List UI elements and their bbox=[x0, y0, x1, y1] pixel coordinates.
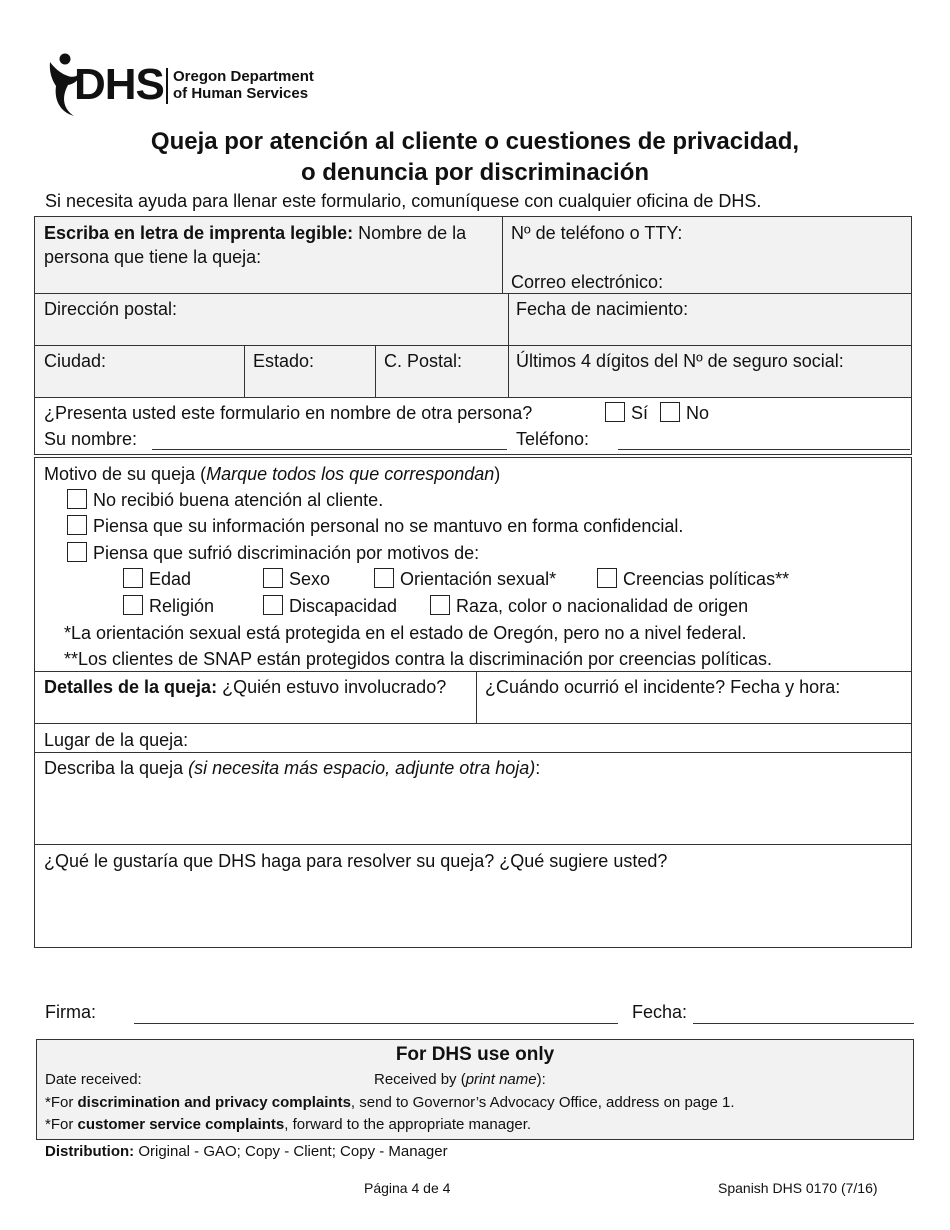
checkbox-icon bbox=[67, 515, 87, 535]
signature-date-label: Fecha: bbox=[632, 1002, 688, 1022]
reason-option-discrimination[interactable]: Piensa que sufrió discriminación por motivos de: bbox=[67, 542, 479, 564]
checkbox-icon bbox=[263, 595, 283, 615]
checkbox-icon bbox=[605, 402, 625, 422]
snap-note: **Los clientes de SNAP están protegidos contra la discriminación por creencias políticas. bbox=[64, 649, 773, 669]
ground-disability-checkbox[interactable]: Discapacidad bbox=[263, 595, 397, 617]
help-text: Si necesita ayuda para llenar este formulario, comuníquese con cualquier oficina de DHS. bbox=[45, 191, 762, 211]
ground-race-checkbox[interactable]: Raza, color o nacionalidad de origen bbox=[430, 595, 748, 617]
your-name-input[interactable] bbox=[152, 449, 507, 450]
dhs-logo bbox=[44, 52, 334, 118]
when-field[interactable]: ¿Cuándo ocurrió el incidente? Fecha y hora: bbox=[485, 677, 841, 697]
checkbox-icon bbox=[123, 568, 143, 588]
checkbox-icon bbox=[597, 568, 617, 588]
reason-title: Motivo de su queja (Marque todos los que correspondan) bbox=[44, 464, 501, 484]
name-field-label[interactable]: Escriba en letra de imprenta legible: Nombre de la bbox=[44, 223, 467, 243]
checkbox-icon bbox=[263, 568, 283, 588]
describe-field[interactable]: Describa la queja (si necesita más espacio, adjunte otra hoja): bbox=[44, 758, 541, 778]
reason-option-service[interactable]: No recibió buena atención al cliente. bbox=[67, 489, 383, 511]
who-involved-field[interactable]: Detalles de la queja: ¿Quién estuvo involucrado? bbox=[44, 677, 447, 697]
ground-religion-checkbox[interactable]: Religión bbox=[123, 595, 214, 617]
distribution-line: Distribution: Original - GAO; Copy - Client; Copy - Manager bbox=[45, 1143, 448, 1160]
behalf-phone-label: Teléfono: bbox=[516, 429, 590, 449]
place-field[interactable]: Lugar de la queja: bbox=[44, 730, 189, 750]
name-field-label-line2: persona que tiene la queja: bbox=[44, 247, 262, 267]
behalf-no-checkbox[interactable]: No bbox=[660, 402, 709, 424]
logo-divider bbox=[166, 68, 168, 104]
org-name-line1: Oregon Department bbox=[173, 68, 314, 85]
phone-field[interactable]: Nº de teléfono o TTY: bbox=[511, 223, 683, 243]
address-field[interactable]: Dirección postal: bbox=[44, 299, 178, 319]
resolve-field[interactable]: ¿Qué le gustaría que DHS haga para resolver su queja? ¿Qué sugiere usted? bbox=[44, 851, 668, 871]
orientation-note: *La orientación sexual está protegida en el estado de Oregón, pero no a nivel federal. bbox=[64, 623, 747, 643]
office-use-title: For DHS use only bbox=[395, 1044, 555, 1065]
details-section bbox=[34, 671, 912, 948]
signature-date-input[interactable] bbox=[693, 1023, 914, 1024]
signature-input[interactable] bbox=[134, 1023, 618, 1024]
ssn-field[interactable]: Últimos 4 dígitos del Nº de seguro social: bbox=[516, 351, 844, 371]
office-note-service: *For customer service complaints, forward to the appropriate manager. bbox=[45, 1116, 532, 1133]
received-by-label: Received by (print name): bbox=[374, 1071, 546, 1088]
checkbox-icon bbox=[67, 489, 87, 509]
date-received-label: Date received: bbox=[45, 1071, 142, 1088]
dob-field[interactable]: Fecha de nacimiento: bbox=[516, 299, 689, 319]
ground-political-checkbox[interactable]: Creencias políticas** bbox=[597, 568, 789, 590]
logo-text: DHS bbox=[74, 60, 164, 109]
checkbox-icon bbox=[660, 402, 680, 422]
form-id: Spanish DHS 0170 (7/16) bbox=[718, 1180, 878, 1196]
office-note-discrimination: *For discrimination and privacy complaints, send to Governor’s Advocacy Office, address on page 1. bbox=[45, 1094, 735, 1111]
title-line1: Queja por atención al cliente o cuestiones de privacidad, bbox=[150, 128, 800, 155]
state-field[interactable]: Estado: bbox=[253, 351, 315, 371]
ground-sex-checkbox[interactable]: Sexo bbox=[263, 568, 330, 590]
page-title bbox=[0, 126, 950, 188]
behalf-phone-input[interactable] bbox=[618, 449, 910, 450]
behalf-question: ¿Presenta usted este formulario en nombre de otra persona? bbox=[44, 403, 533, 423]
city-field[interactable]: Ciudad: bbox=[44, 351, 107, 371]
behalf-yes-checkbox[interactable]: Sí bbox=[605, 402, 648, 424]
checkbox-icon bbox=[123, 595, 143, 615]
your-name-label: Su nombre: bbox=[44, 429, 138, 449]
email-field[interactable]: Correo electrónico: bbox=[511, 272, 664, 292]
zip-field[interactable]: C. Postal: bbox=[384, 351, 463, 371]
title-line2: o denuncia por discriminación bbox=[300, 159, 650, 186]
signature-label: Firma: bbox=[45, 1002, 96, 1022]
checkbox-icon bbox=[374, 568, 394, 588]
checkbox-icon bbox=[67, 542, 87, 562]
ground-age-checkbox[interactable]: Edad bbox=[123, 568, 191, 590]
ground-orientation-checkbox[interactable]: Orientación sexual* bbox=[374, 568, 556, 590]
checkbox-icon bbox=[430, 595, 450, 615]
page-number: Página 4 de 4 bbox=[364, 1180, 451, 1196]
org-name-line2: of Human Services bbox=[173, 85, 309, 102]
reason-option-privacy[interactable]: Piensa que su información personal no se mantuvo en forma confidencial. bbox=[67, 515, 683, 537]
